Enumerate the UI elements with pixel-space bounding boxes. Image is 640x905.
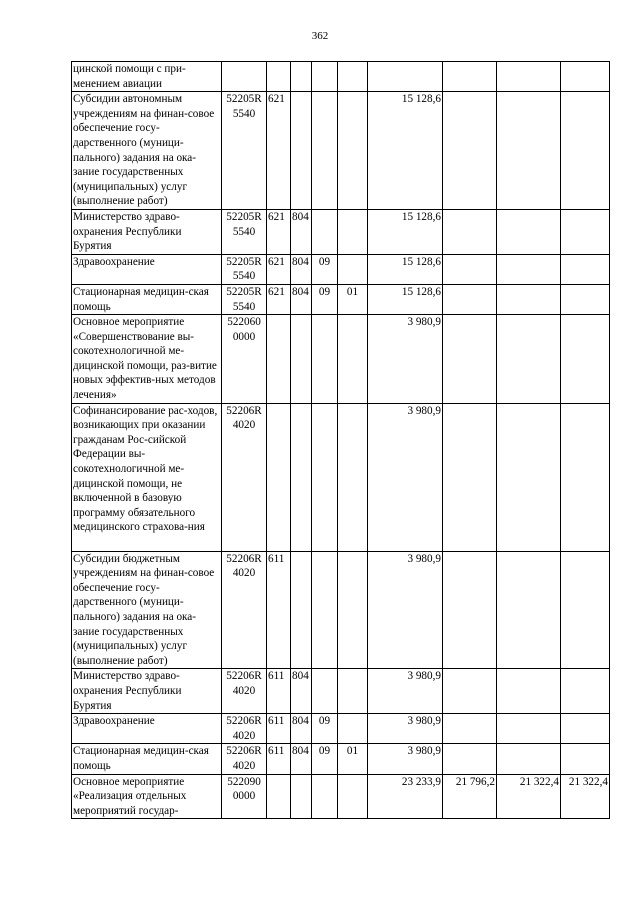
row-name-cell: Министерство здраво-охранения Республики Бурятия bbox=[72, 209, 222, 254]
section-cell bbox=[312, 92, 338, 210]
expense-type-cell bbox=[267, 403, 291, 551]
subsection-cell bbox=[338, 209, 368, 254]
table-row bbox=[72, 62, 610, 92]
ministry-code-cell: 804 bbox=[291, 284, 312, 314]
section-cell: 09 bbox=[312, 714, 338, 744]
amount-year3-cell bbox=[497, 714, 561, 744]
target-code-cell: 52206R 4020 bbox=[222, 403, 267, 551]
amount-year4-cell: 21 322,4 bbox=[561, 774, 610, 819]
row-name-cell: Субсидии бюджетным учреждениям на финан-совое обеспечение госу-дарственного (муници-пального) задания на ока-зание государственных (муниципальных) услуг (выполнение работ) bbox=[72, 551, 222, 669]
row-name-cell: Основное мероприятие «Совершенствование вы-сокотехнологичной ме-дицинской помощи, раз-витие новых эффектив-ных методов лечения» bbox=[72, 315, 222, 404]
amount-year1-cell: 3 980,9 bbox=[368, 744, 443, 774]
expense-type-cell: 621 bbox=[267, 209, 291, 254]
expense-type-cell: 611 bbox=[267, 551, 291, 669]
subsection-cell bbox=[338, 551, 368, 669]
ministry-code-cell bbox=[291, 92, 312, 210]
amount-year2-cell bbox=[443, 551, 497, 669]
amount-year1-cell: 23 233,9 bbox=[368, 774, 443, 819]
amount-year3-cell bbox=[497, 254, 561, 284]
table-row bbox=[72, 254, 610, 284]
subsection-cell bbox=[338, 669, 368, 714]
expense-type-cell: 611 bbox=[267, 744, 291, 774]
amount-year4-cell bbox=[561, 209, 610, 254]
amount-year3-cell bbox=[497, 284, 561, 314]
amount-year1-cell: 3 980,9 bbox=[368, 315, 443, 404]
amount-year1-cell: 15 128,6 bbox=[368, 254, 443, 284]
expense-type-cell: 621 bbox=[267, 92, 291, 210]
amount-year1-cell: 3 980,9 bbox=[368, 714, 443, 744]
ministry-code-cell: 804 bbox=[291, 209, 312, 254]
amount-year2-cell bbox=[443, 744, 497, 774]
amount-year3-cell bbox=[497, 315, 561, 404]
row-name-cell: Софинансирование рас-ходов, возникающих при оказании гражданам Рос-сийской Федерации вы-сокотехнологичной ме-дицинской помощи, не включенной в базовую программу обязательного медицинского страхова-ния bbox=[72, 403, 222, 551]
amount-year2-cell: 21 796,2 bbox=[443, 774, 497, 819]
amount-year4-cell bbox=[561, 714, 610, 744]
subsection-cell bbox=[338, 92, 368, 210]
table-row bbox=[72, 403, 610, 551]
amount-year4-cell bbox=[561, 551, 610, 669]
ministry-code-cell: 804 bbox=[291, 744, 312, 774]
subsection-cell bbox=[338, 62, 368, 92]
ministry-code-cell: 804 bbox=[291, 254, 312, 284]
section-cell bbox=[312, 774, 338, 819]
section-cell bbox=[312, 209, 338, 254]
amount-year2-cell bbox=[443, 209, 497, 254]
table-row bbox=[72, 714, 610, 744]
page-number: 362 bbox=[311, 30, 329, 42]
amount-year1-cell: 15 128,6 bbox=[368, 284, 443, 314]
amount-year4-cell bbox=[561, 254, 610, 284]
amount-year1-cell: 3 980,9 bbox=[368, 403, 443, 551]
amount-year3-cell bbox=[497, 551, 561, 669]
ministry-code-cell bbox=[291, 774, 312, 819]
table-row bbox=[72, 92, 610, 210]
table-row bbox=[72, 744, 610, 774]
section-cell bbox=[312, 62, 338, 92]
amount-year2-cell bbox=[443, 669, 497, 714]
subsection-cell: 01 bbox=[338, 284, 368, 314]
section-cell bbox=[312, 551, 338, 669]
table-row bbox=[72, 551, 610, 669]
amount-year3-cell: 21 322,4 bbox=[497, 774, 561, 819]
amount-year2-cell bbox=[443, 254, 497, 284]
row-name-cell: Здравоохранение bbox=[72, 254, 222, 284]
amount-year2-cell bbox=[443, 92, 497, 210]
ministry-code-cell: 804 bbox=[291, 669, 312, 714]
expense-type-cell bbox=[267, 315, 291, 404]
row-name-cell: Основное мероприятие «Реализация отдельных мероприятий государ- bbox=[72, 774, 222, 819]
amount-year2-cell bbox=[443, 62, 497, 92]
target-code-cell bbox=[222, 62, 267, 92]
ministry-code-cell bbox=[291, 551, 312, 669]
amount-year4-cell bbox=[561, 62, 610, 92]
amount-year2-cell bbox=[443, 315, 497, 404]
amount-year1-cell: 3 980,9 bbox=[368, 551, 443, 669]
amount-year4-cell bbox=[561, 669, 610, 714]
amount-year2-cell bbox=[443, 284, 497, 314]
target-code-cell: 52205R 5540 bbox=[222, 254, 267, 284]
expense-type-cell bbox=[267, 62, 291, 92]
section-cell: 09 bbox=[312, 284, 338, 314]
amount-year1-cell: 15 128,6 bbox=[368, 209, 443, 254]
subsection-cell bbox=[338, 254, 368, 284]
ministry-code-cell: 804 bbox=[291, 714, 312, 744]
target-code-cell: 52206R 4020 bbox=[222, 551, 267, 669]
section-cell bbox=[312, 669, 338, 714]
row-name-cell: цинской помощи с при- менением авиации bbox=[72, 62, 222, 92]
target-code-cell: 52206R 4020 bbox=[222, 744, 267, 774]
subsection-cell: 01 bbox=[338, 744, 368, 774]
table-row bbox=[72, 315, 610, 404]
table-row bbox=[72, 209, 610, 254]
amount-year3-cell bbox=[497, 62, 561, 92]
section-cell: 09 bbox=[312, 254, 338, 284]
row-name-cell: Здравоохранение bbox=[72, 714, 222, 744]
target-code-cell: 522090 0000 bbox=[222, 774, 267, 819]
table-row bbox=[72, 774, 610, 819]
ministry-code-cell bbox=[291, 403, 312, 551]
amount-year4-cell bbox=[561, 315, 610, 404]
amount-year3-cell bbox=[497, 744, 561, 774]
target-code-cell: 522060 0000 bbox=[222, 315, 267, 404]
amount-year3-cell bbox=[497, 209, 561, 254]
amount-year3-cell bbox=[497, 669, 561, 714]
row-name-cell: Министерство здраво-охранения Республики Бурятия bbox=[72, 669, 222, 714]
subsection-cell bbox=[338, 403, 368, 551]
target-code-cell: 52206R 4020 bbox=[222, 714, 267, 744]
subsection-cell bbox=[338, 315, 368, 404]
amount-year1-cell: 15 128,6 bbox=[368, 92, 443, 210]
target-code-cell: 52206R 4020 bbox=[222, 669, 267, 714]
expense-type-cell: 621 bbox=[267, 254, 291, 284]
ministry-code-cell bbox=[291, 62, 312, 92]
expense-type-cell: 621 bbox=[267, 284, 291, 314]
amount-year4-cell bbox=[561, 284, 610, 314]
section-cell: 09 bbox=[312, 744, 338, 774]
expense-type-cell: 611 bbox=[267, 669, 291, 714]
table-row bbox=[72, 669, 610, 714]
target-code-cell: 52205R 5540 bbox=[222, 284, 267, 314]
section-cell bbox=[312, 403, 338, 551]
amount-year3-cell bbox=[497, 403, 561, 551]
subsection-cell bbox=[338, 714, 368, 744]
budget-table bbox=[71, 61, 610, 819]
ministry-code-cell bbox=[291, 315, 312, 404]
section-cell bbox=[312, 315, 338, 404]
expense-type-cell: 611 bbox=[267, 714, 291, 744]
expense-type-cell bbox=[267, 774, 291, 819]
amount-year1-cell: 3 980,9 bbox=[368, 669, 443, 714]
table-row bbox=[72, 284, 610, 314]
amount-year2-cell bbox=[443, 403, 497, 551]
row-name-cell: Субсидии автономным учреждениям на финан-совое обеспечение госу-дарственного (муници-пального) задания на ока-зание государственных (муниципальных) услуг (выполнение работ) bbox=[72, 92, 222, 210]
amount-year4-cell bbox=[561, 744, 610, 774]
amount-year4-cell bbox=[561, 92, 610, 210]
target-code-cell: 52205R 5540 bbox=[222, 209, 267, 254]
amount-year4-cell bbox=[561, 403, 610, 551]
target-code-cell: 52205R 5540 bbox=[222, 92, 267, 210]
amount-year2-cell bbox=[443, 714, 497, 744]
amount-year3-cell bbox=[497, 92, 561, 210]
row-name-cell: Стационарная медицин-ская помощь bbox=[72, 284, 222, 314]
subsection-cell bbox=[338, 774, 368, 819]
amount-year1-cell bbox=[368, 62, 443, 92]
row-name-cell: Стационарная медицин-ская помощь bbox=[72, 744, 222, 774]
